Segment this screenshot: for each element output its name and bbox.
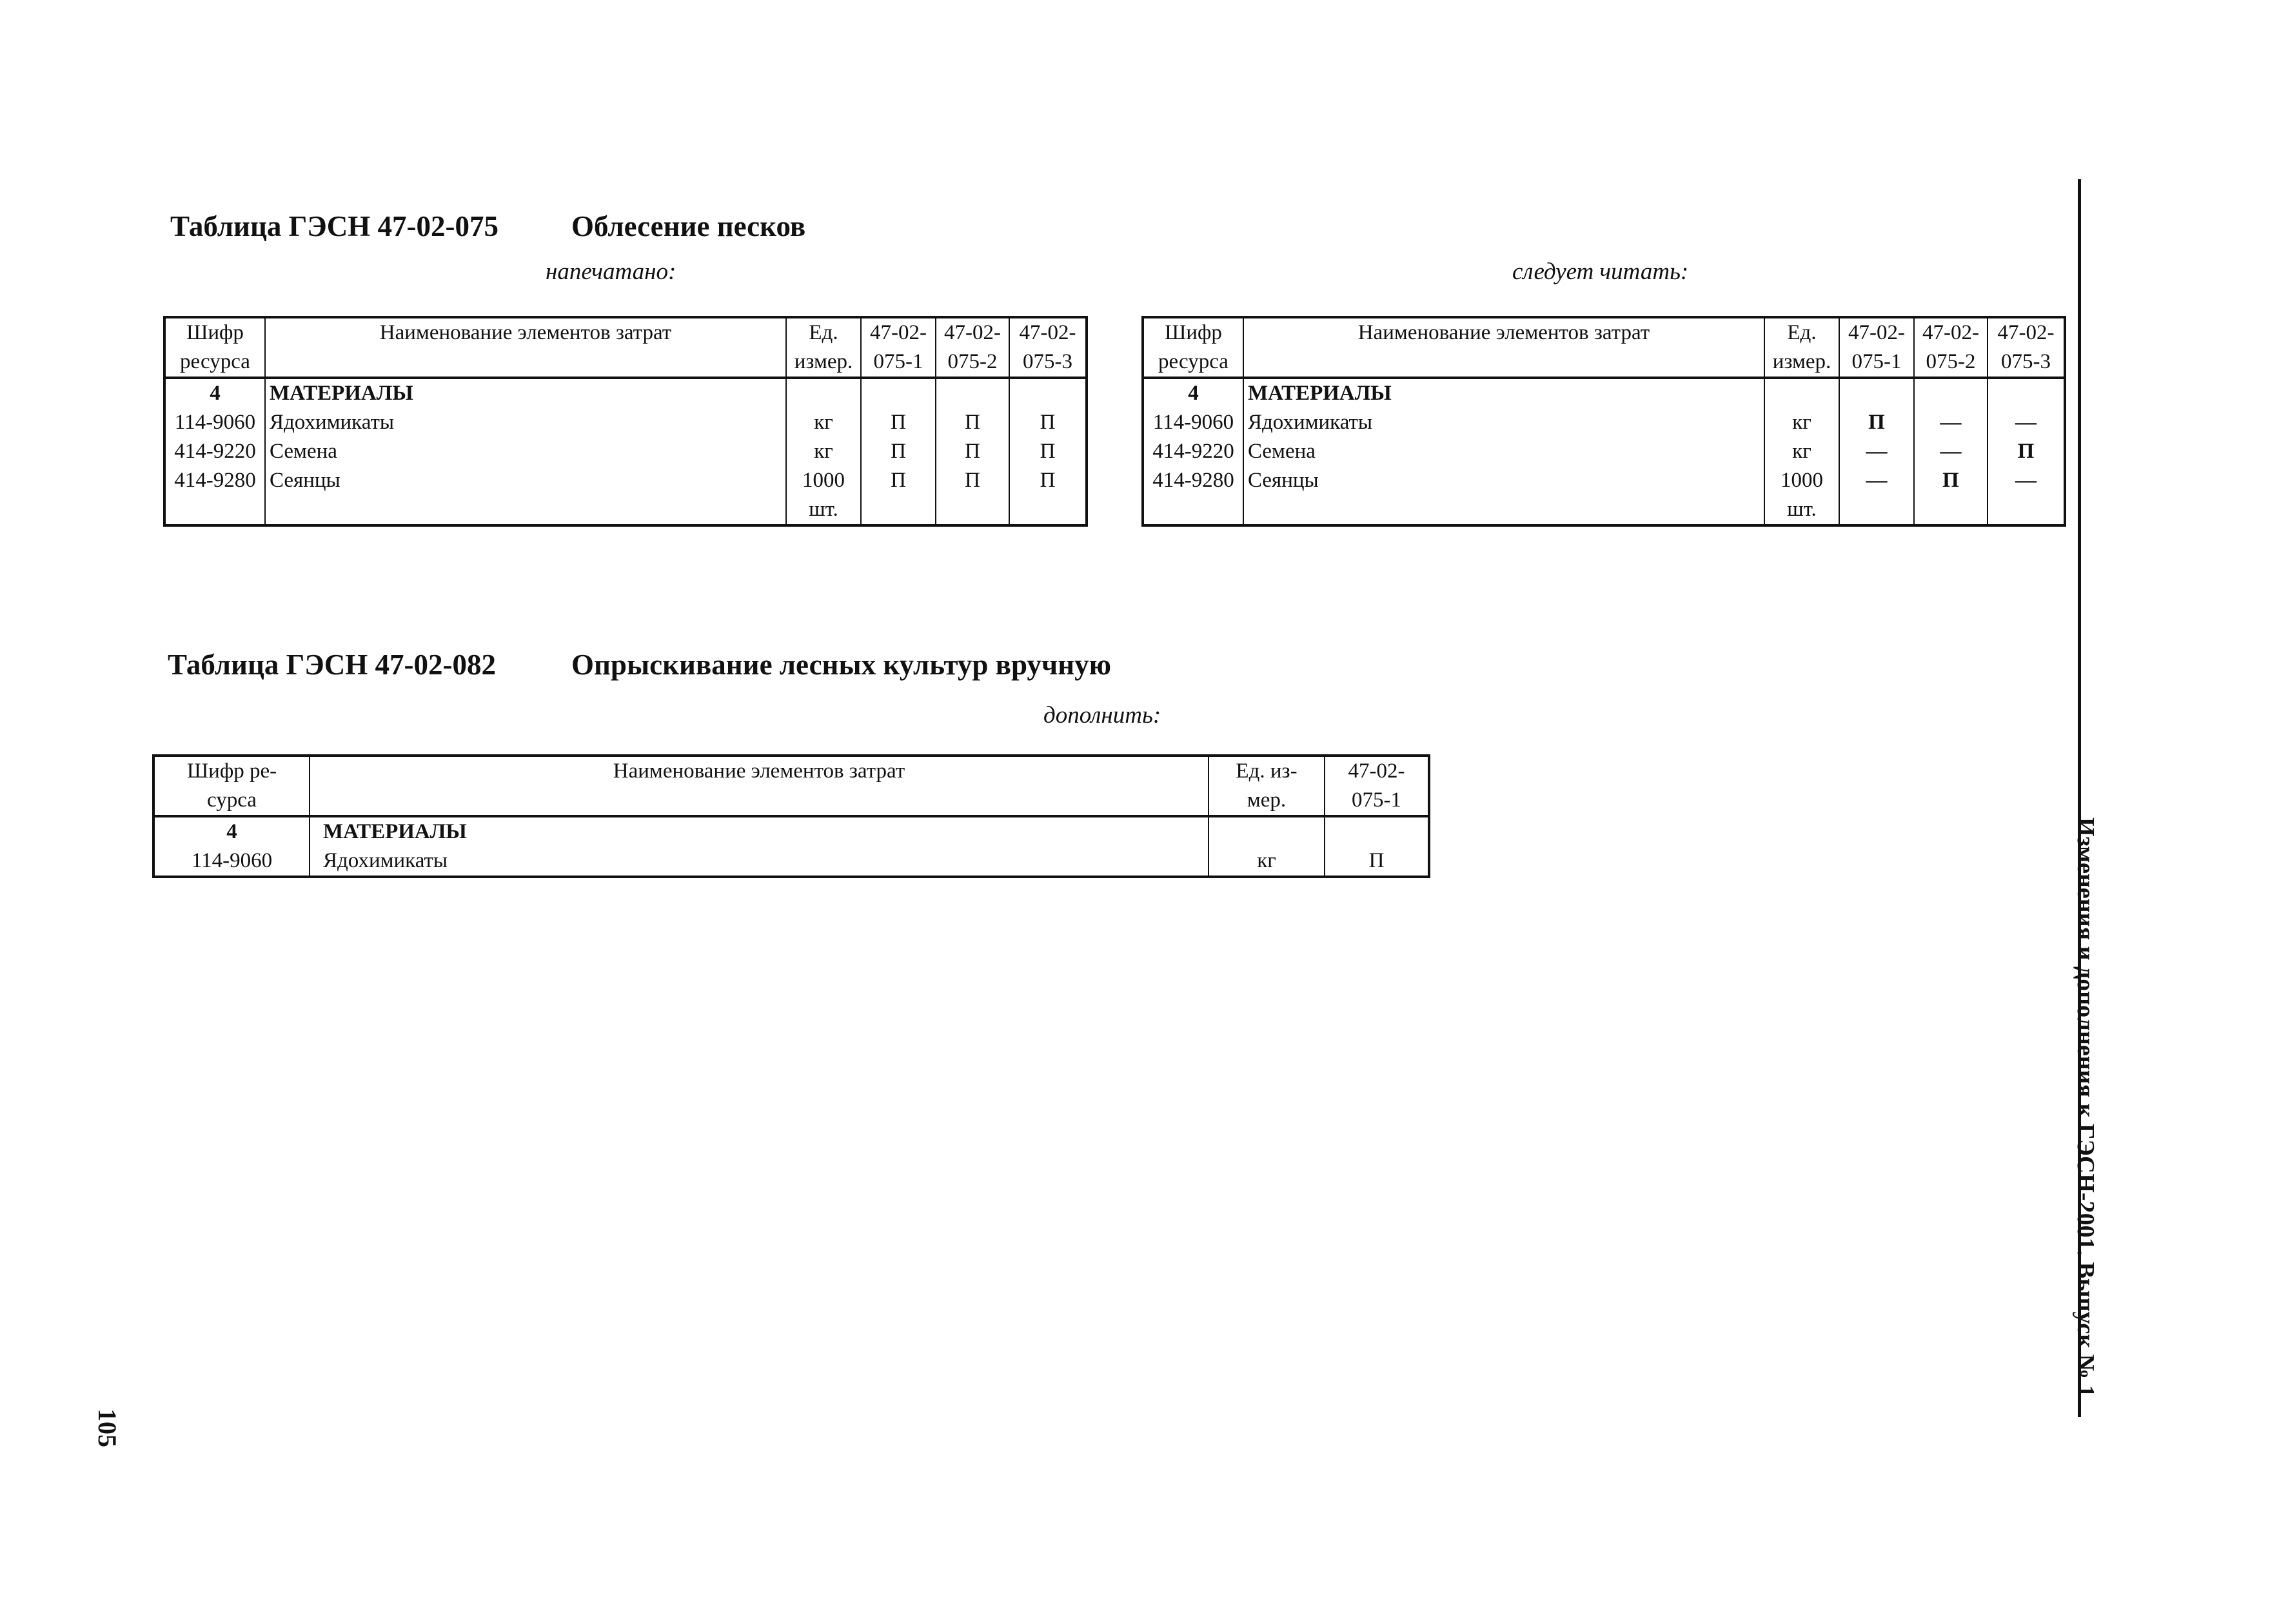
header-unit: Ед. измер. <box>786 317 861 378</box>
unit-column: кг <box>1209 816 1325 877</box>
printed-table <box>163 316 1088 527</box>
header-c1: 47-02- 075-1 <box>861 317 936 378</box>
table-row <box>153 816 1429 877</box>
table2-heading-code: Таблица ГЭСН 47-02-082 <box>168 649 496 681</box>
header-code: Шифр ре- сурса <box>153 756 310 816</box>
name-column: МАТЕРИАЛЫ Ядохимикаты <box>310 816 1209 877</box>
name-column: МАТЕРИАЛЫ Ядохимикаты Семена Сеянцы <box>1243 378 1764 525</box>
name-column: МАТЕРИАЛЫ Ядохимикаты Семена Сеянцы <box>265 378 786 525</box>
code-column: 4 114-9060 414-9220 414-9280 <box>1143 378 1243 525</box>
page-number: 105 <box>93 1409 122 1447</box>
header-name: Наименование элементов затрат <box>265 317 786 378</box>
header-c1: 47-02- 075-1 <box>1325 756 1429 816</box>
printed-label: напечатано: <box>546 259 676 285</box>
header-c2: 47-02- 075-2 <box>1914 317 1988 378</box>
code-column: 4 114-9060 414-9220 414-9280 <box>164 378 265 525</box>
header-code: Шифр ресурса <box>164 317 265 378</box>
c3-column: — П — <box>1988 378 2065 525</box>
header-code: Шифр ресурса <box>1143 317 1243 378</box>
header-unit: Ед. измер. <box>1764 317 1839 378</box>
c1-column: П П П <box>861 378 936 525</box>
header-name: Наименование элементов затрат <box>1243 317 1764 378</box>
table2-heading-title: Опрыскивание лесных культур вручную <box>571 649 1112 681</box>
table1-heading-code: Таблица ГЭСН 47-02-075 <box>170 210 498 242</box>
header-c3: 47-02- 075-3 <box>1009 317 1087 378</box>
c1-column: П — — <box>1839 378 1914 525</box>
table1-heading-title: Облесение песков <box>571 210 806 242</box>
c2-column: П П П <box>936 378 1009 525</box>
unit-column: кг кг 1000 шт. <box>1764 378 1839 525</box>
header-name: Наименование элементов затрат <box>310 756 1209 816</box>
c1-column: П <box>1325 816 1429 877</box>
header-unit: Ед. из- мер. <box>1209 756 1325 816</box>
header-c2: 47-02- 075-2 <box>936 317 1009 378</box>
correct-label: следует читать: <box>1512 259 1689 285</box>
add-table <box>152 754 1430 878</box>
header-c3: 47-02- 075-3 <box>1988 317 2065 378</box>
c2-column: — — П <box>1914 378 1988 525</box>
unit-column: кг кг 1000 шт. <box>786 378 861 525</box>
c3-column: П П П <box>1009 378 1087 525</box>
side-title: Изменения и дополнения к ГЭСН-2001. Выпуск № 1 <box>2072 817 2099 1398</box>
add-label: дополнить: <box>1043 702 1161 729</box>
table-row <box>164 378 1087 525</box>
code-column: 4 114-9060 <box>153 816 310 877</box>
correct-table <box>1141 316 2066 527</box>
header-c1: 47-02- 075-1 <box>1839 317 1914 378</box>
table-row <box>1143 378 2065 525</box>
